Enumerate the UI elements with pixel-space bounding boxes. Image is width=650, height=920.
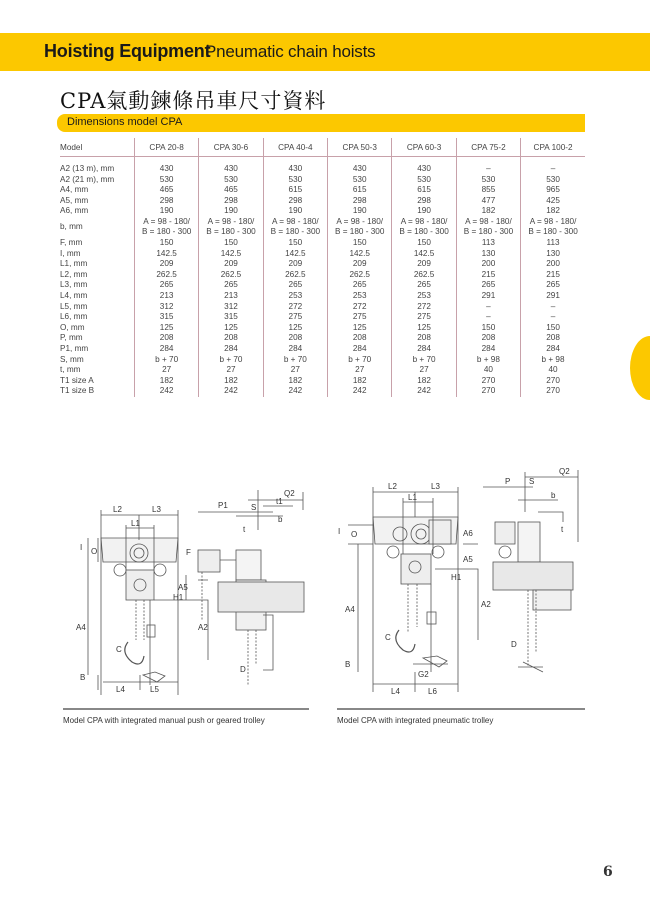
svg-text:L5: L5 xyxy=(150,685,159,694)
table-cell: 150 xyxy=(328,238,392,249)
table-cell: 272 xyxy=(263,302,327,313)
table-row xyxy=(60,206,585,217)
svg-text:t: t xyxy=(561,525,564,534)
table-cell: 209 xyxy=(328,259,392,270)
cell-line: A = 98 - 180/ xyxy=(272,217,319,227)
table-cell: 208 xyxy=(456,333,520,344)
table-cell: 270 xyxy=(521,386,585,397)
table-cell: b + 70 xyxy=(263,355,327,366)
table-cell: 125 xyxy=(134,323,198,334)
table-cell: 275 xyxy=(392,312,456,323)
svg-text:D: D xyxy=(511,640,517,649)
figure-1-rule xyxy=(63,708,309,710)
svg-text:D: D xyxy=(240,665,246,674)
svg-text:C: C xyxy=(116,645,122,654)
table-cell: 150 xyxy=(521,323,585,334)
table-cell: 40 xyxy=(521,365,585,376)
table-cell: 190 xyxy=(392,206,456,217)
table-cell: 142.5 xyxy=(134,249,198,260)
figure-2-caption: Model CPA with integrated pneumatic trolley xyxy=(337,716,494,725)
table-cell: 200 xyxy=(456,259,520,270)
table-cell: b + 98 xyxy=(521,355,585,366)
svg-text:L4: L4 xyxy=(391,687,400,696)
table-cell: 27 xyxy=(392,365,456,376)
column-header: CPA 60-3 xyxy=(392,138,456,157)
table-cell: b + 70 xyxy=(328,355,392,366)
table-cell: 615 xyxy=(263,185,327,196)
svg-text:A5: A5 xyxy=(463,555,473,564)
svg-text:A6: A6 xyxy=(463,529,473,538)
table-cell: 142.5 xyxy=(328,249,392,260)
table-cell: 209 xyxy=(263,259,327,270)
table-cell: 150 xyxy=(263,238,327,249)
table-row xyxy=(60,249,585,260)
table-cell: 27 xyxy=(134,365,198,376)
page-number: 6 xyxy=(603,864,613,880)
section-subtitle: Pneumatic chain hoists xyxy=(205,42,376,61)
cell-line: B = 180 - 300 xyxy=(335,227,385,237)
table-cell: 182 xyxy=(521,206,585,217)
dimensions-bar xyxy=(57,114,585,132)
table-row xyxy=(60,238,585,249)
table-cell: 130 xyxy=(456,249,520,260)
table-cell: 142.5 xyxy=(199,249,263,260)
table-cell: 208 xyxy=(328,333,392,344)
table-cell: 530 xyxy=(521,175,585,186)
table-cell xyxy=(263,217,327,238)
row-label: O, mm xyxy=(60,322,85,332)
table-cell: b + 98 xyxy=(456,355,520,366)
row-label: L2, mm xyxy=(60,269,88,279)
cell-line: A = 98 - 180/ xyxy=(336,217,384,227)
table-cell xyxy=(456,217,520,238)
column-header: CPA 100-2 xyxy=(521,138,585,157)
row-label: I, mm xyxy=(60,248,81,258)
column-header: CPA 30-6 xyxy=(199,138,263,157)
table-row xyxy=(60,185,585,196)
table-cell: 182 xyxy=(199,376,263,387)
table-cell: 430 xyxy=(263,164,327,175)
table-cell: 182 xyxy=(134,376,198,387)
table-cell: 113 xyxy=(521,238,585,249)
cell-line: B = 180 - 300 xyxy=(528,227,578,237)
table-row xyxy=(60,196,585,207)
svg-text:L1: L1 xyxy=(131,519,140,528)
svg-text:F: F xyxy=(186,548,191,557)
row-label: A5, mm xyxy=(60,195,89,205)
table-cell: 242 xyxy=(392,386,456,397)
svg-text:A4: A4 xyxy=(76,623,86,632)
table-cell: 465 xyxy=(199,185,263,196)
svg-text:L1: L1 xyxy=(408,493,417,502)
column-header: CPA 20-8 xyxy=(134,138,198,157)
svg-text:Q2: Q2 xyxy=(559,467,570,476)
table-cell: 142.5 xyxy=(263,249,327,260)
table-cell: 125 xyxy=(199,323,263,334)
table-cell: 265 xyxy=(263,280,327,291)
cell-line: B = 180 - 300 xyxy=(141,227,192,237)
row-label: P1, mm xyxy=(60,343,89,353)
row-label: P, mm xyxy=(60,333,83,343)
table-cell: 253 xyxy=(263,291,327,302)
table-cell: 430 xyxy=(134,164,198,175)
table-cell: b + 70 xyxy=(199,355,263,366)
table-cell: 209 xyxy=(134,259,198,270)
table-cell: 298 xyxy=(392,196,456,207)
table-cell: 284 xyxy=(134,344,198,355)
table-cell: b + 70 xyxy=(392,355,456,366)
table-cell: 315 xyxy=(199,312,263,323)
column-header: Model xyxy=(60,138,134,157)
table-cell: 430 xyxy=(199,164,263,175)
svg-text:S: S xyxy=(529,477,535,486)
table-cell: 208 xyxy=(521,333,585,344)
table-cell: 27 xyxy=(199,365,263,376)
table-cell: 209 xyxy=(199,259,263,270)
table-cell: 291 xyxy=(521,291,585,302)
table-cell: 208 xyxy=(263,333,327,344)
row-label: t, mm xyxy=(60,365,81,375)
table-row xyxy=(60,355,585,366)
table-cell: 275 xyxy=(328,312,392,323)
table-row xyxy=(60,376,585,387)
section-title: Hoisting Equipment xyxy=(44,41,211,61)
cell-line: B = 180 - 300 xyxy=(270,227,321,237)
table-row xyxy=(60,302,585,313)
figure-pneumatic-trolley xyxy=(333,462,583,702)
svg-text:A2: A2 xyxy=(198,623,208,632)
svg-text:H1: H1 xyxy=(451,573,462,582)
svg-text:P: P xyxy=(505,477,511,486)
table-cell: 265 xyxy=(199,280,263,291)
table-cell: 242 xyxy=(263,386,327,397)
table-row xyxy=(60,344,585,355)
svg-text:O: O xyxy=(351,530,358,539)
dimensions-table xyxy=(60,138,585,397)
row-label: A2 (13 m), mm xyxy=(60,164,115,173)
table-cell: 150 xyxy=(199,238,263,249)
table-cell: 208 xyxy=(199,333,263,344)
table-cell: 298 xyxy=(328,196,392,207)
table-cell: 284 xyxy=(199,344,263,355)
table-cell: 855 xyxy=(456,185,520,196)
dimensions-bar-label: Dimensions model CPA xyxy=(67,116,183,128)
svg-text:P1: P1 xyxy=(218,501,228,510)
table-cell: 298 xyxy=(263,196,327,207)
table-cell: 262.5 xyxy=(392,270,456,281)
row-label: L6, mm xyxy=(60,312,88,322)
table-row xyxy=(60,291,585,302)
table-cell: – xyxy=(456,312,520,323)
table-cell: 530 xyxy=(328,175,392,186)
table-cell: 265 xyxy=(521,280,585,291)
svg-text:t: t xyxy=(243,525,246,534)
table-cell: 150 xyxy=(456,323,520,334)
svg-text:b: b xyxy=(278,515,283,524)
table-cell: 190 xyxy=(134,206,198,217)
table-cell: 190 xyxy=(328,206,392,217)
table-cell: 213 xyxy=(199,291,263,302)
table-row xyxy=(60,386,585,397)
table-cell: 272 xyxy=(392,302,456,313)
row-label: L5, mm xyxy=(60,301,88,311)
table-cell: 190 xyxy=(199,206,263,217)
cell-line: A = 98 - 180/ xyxy=(529,217,577,227)
table-cell: 284 xyxy=(328,344,392,355)
table-cell: 284 xyxy=(392,344,456,355)
svg-text:B: B xyxy=(80,673,86,682)
table-cell: 312 xyxy=(134,302,198,313)
table-cell: 182 xyxy=(456,206,520,217)
table-row xyxy=(60,365,585,376)
table-cell: 40 xyxy=(456,365,520,376)
table-cell: 262.5 xyxy=(263,270,327,281)
table-cell: 150 xyxy=(134,238,198,249)
header-band xyxy=(0,33,650,71)
svg-text:G2: G2 xyxy=(418,670,429,679)
table-cell: 265 xyxy=(392,280,456,291)
table-row xyxy=(60,280,585,291)
cell-line: A = 98 - 180/ xyxy=(143,217,190,227)
figure-manual-trolley xyxy=(58,470,308,700)
row-label: A2 (21 m), mm xyxy=(60,174,115,184)
svg-text:t1: t1 xyxy=(276,497,283,506)
table-cell: 270 xyxy=(456,386,520,397)
row-label: T1 size A xyxy=(60,375,94,385)
table-cell xyxy=(199,217,263,238)
table-cell: 430 xyxy=(392,164,456,175)
table-cell: 530 xyxy=(199,175,263,186)
svg-text:H1: H1 xyxy=(173,593,184,602)
svg-text:I: I xyxy=(338,527,341,536)
row-label: A6, mm xyxy=(60,206,89,216)
cell-line: B = 180 - 300 xyxy=(463,227,514,237)
table-cell: 113 xyxy=(456,238,520,249)
table-cell: 242 xyxy=(134,386,198,397)
table-cell xyxy=(521,217,585,238)
row-label: L4, mm xyxy=(60,290,88,300)
table-cell: 150 xyxy=(392,238,456,249)
table-cell: 530 xyxy=(263,175,327,186)
table-cell: 142.5 xyxy=(392,249,456,260)
row-label: A4, mm xyxy=(60,185,89,195)
table-cell: 272 xyxy=(328,302,392,313)
svg-text:I: I xyxy=(80,543,83,552)
table-cell: 284 xyxy=(263,344,327,355)
table-cell: 215 xyxy=(521,270,585,281)
page-title: CPA氣動鍊條吊車尺寸資料 xyxy=(60,89,327,113)
table-cell: 265 xyxy=(456,280,520,291)
column-header: CPA 50-3 xyxy=(328,138,392,157)
figure-2-rule xyxy=(337,708,585,710)
hoist-drawing-pneumatic xyxy=(333,462,583,702)
figure-1-caption: Model CPA with integrated manual push or geared trolley xyxy=(63,716,265,725)
svg-text:A4: A4 xyxy=(345,605,355,614)
svg-text:Q2: Q2 xyxy=(284,489,295,498)
table-cell: 284 xyxy=(456,344,520,355)
table-cell: 208 xyxy=(392,333,456,344)
svg-text:A5: A5 xyxy=(178,583,188,592)
table-cell: – xyxy=(456,164,520,175)
table-cell: 265 xyxy=(134,280,198,291)
column-header: CPA 75-2 xyxy=(456,138,520,157)
svg-text:L3: L3 xyxy=(152,505,161,514)
row-label: L3, mm xyxy=(60,280,88,290)
cell-line: A = 98 - 180/ xyxy=(400,217,448,227)
table-cell xyxy=(134,217,198,238)
table-row xyxy=(60,164,585,175)
svg-text:b: b xyxy=(551,491,556,500)
table-cell: 530 xyxy=(134,175,198,186)
table-row xyxy=(60,259,585,270)
column-header: CPA 40-4 xyxy=(263,138,327,157)
table-cell: 465 xyxy=(134,185,198,196)
table-cell: 182 xyxy=(392,376,456,387)
table-cell: 262.5 xyxy=(199,270,263,281)
table-cell: 27 xyxy=(263,365,327,376)
svg-text:L3: L3 xyxy=(431,482,440,491)
table-cell: 965 xyxy=(521,185,585,196)
table-cell: – xyxy=(521,164,585,175)
table-cell: 242 xyxy=(328,386,392,397)
table-cell xyxy=(392,217,456,238)
row-label: F, mm xyxy=(60,237,83,247)
table-cell: 284 xyxy=(521,344,585,355)
table-cell: 265 xyxy=(328,280,392,291)
table-row xyxy=(60,312,585,323)
table-cell: 530 xyxy=(456,175,520,186)
table-cell: 182 xyxy=(328,376,392,387)
cell-line: A = 98 - 180/ xyxy=(207,217,255,227)
table-header-row xyxy=(60,138,585,157)
table-cell: 253 xyxy=(328,291,392,302)
table-cell: 291 xyxy=(456,291,520,302)
svg-text:O: O xyxy=(91,547,98,556)
table-cell: 190 xyxy=(263,206,327,217)
table-cell: 182 xyxy=(263,376,327,387)
table-cell: 208 xyxy=(134,333,198,344)
row-label: S, mm xyxy=(60,354,84,364)
table-cell: 209 xyxy=(392,259,456,270)
svg-text:L6: L6 xyxy=(428,687,437,696)
table-cell: 213 xyxy=(134,291,198,302)
table-cell: 215 xyxy=(456,270,520,281)
table-cell: – xyxy=(521,312,585,323)
table-cell: 200 xyxy=(521,259,585,270)
svg-text:C: C xyxy=(385,633,391,642)
row-label: b, mm xyxy=(60,222,83,232)
table-cell: 298 xyxy=(199,196,263,207)
table-cell: – xyxy=(456,302,520,313)
table-cell: 125 xyxy=(328,323,392,334)
table-cell: 262.5 xyxy=(134,270,198,281)
side-tab-marker xyxy=(630,336,650,400)
table-cell: 130 xyxy=(521,249,585,260)
table-cell: 430 xyxy=(328,164,392,175)
table-row xyxy=(60,333,585,344)
table-cell: – xyxy=(521,302,585,313)
table-cell: b + 70 xyxy=(134,355,198,366)
table-row xyxy=(60,175,585,186)
svg-text:B: B xyxy=(345,660,351,669)
hoist-drawing-manual xyxy=(58,470,308,700)
svg-text:A2: A2 xyxy=(481,600,491,609)
svg-text:S: S xyxy=(251,503,257,512)
cell-line: A = 98 - 180/ xyxy=(465,217,512,227)
table-cell: 125 xyxy=(263,323,327,334)
table-cell: 262.5 xyxy=(328,270,392,281)
cell-line: B = 180 - 300 xyxy=(206,227,256,237)
row-label: T1 size B xyxy=(60,386,95,396)
svg-text:L2: L2 xyxy=(113,505,122,514)
table-cell: 530 xyxy=(392,175,456,186)
cell-line: B = 180 - 300 xyxy=(399,227,449,237)
table-row xyxy=(60,270,585,281)
svg-text:L2: L2 xyxy=(388,482,397,491)
table-cell: 253 xyxy=(392,291,456,302)
table-row xyxy=(60,323,585,334)
table-cell: 312 xyxy=(199,302,263,313)
table-cell: 477 xyxy=(456,196,520,207)
row-label: L1, mm xyxy=(60,259,88,269)
table-cell: 615 xyxy=(392,185,456,196)
table-cell: 270 xyxy=(456,376,520,387)
table-cell: 242 xyxy=(199,386,263,397)
table-cell: 125 xyxy=(392,323,456,334)
table-cell: 315 xyxy=(134,312,198,323)
table-row xyxy=(60,217,585,238)
table-cell: 27 xyxy=(328,365,392,376)
table-cell xyxy=(328,217,392,238)
table-cell: 615 xyxy=(328,185,392,196)
table-cell: 275 xyxy=(263,312,327,323)
svg-text:L4: L4 xyxy=(116,685,125,694)
table-cell: 298 xyxy=(134,196,198,207)
table-cell: 425 xyxy=(521,196,585,207)
table-cell: 270 xyxy=(521,376,585,387)
